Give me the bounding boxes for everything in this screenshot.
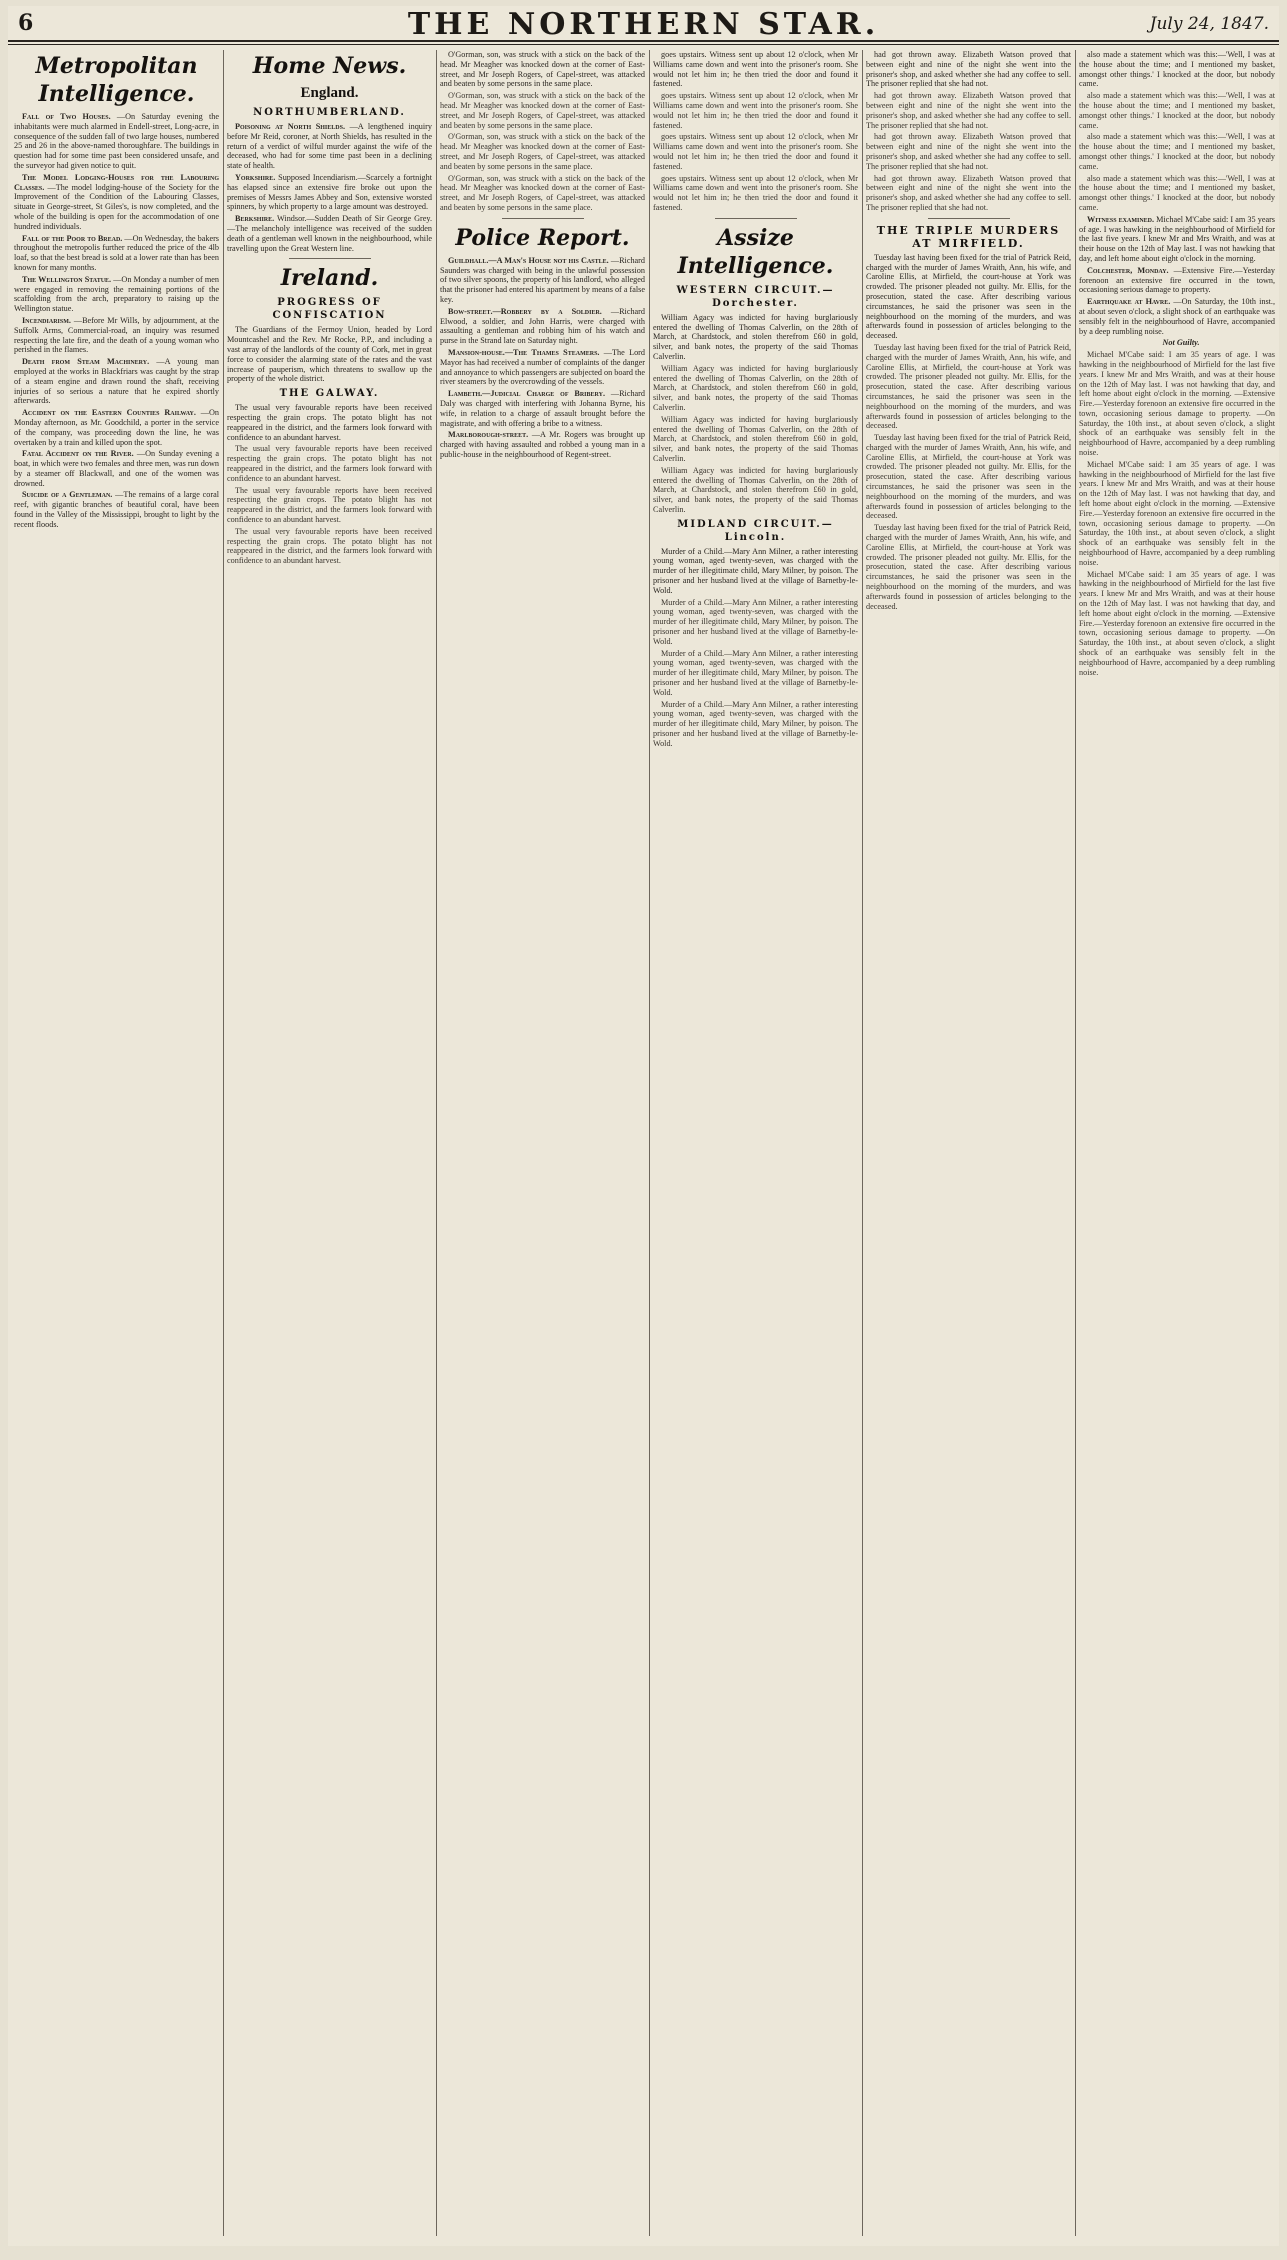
column-rule [649, 50, 650, 2236]
filler-text [653, 91, 858, 213]
article [14, 357, 219, 406]
article-headline: Incendiarism. [22, 315, 71, 325]
filler-text [866, 91, 1071, 213]
body-paragraph: The usual very favourable reports have been received respecting the grain crops. The potato blight has not reappeared in the district, and the farmers look forward with confidence to an abundant harvest. [227, 485, 432, 524]
article-text: —Before Mr Wills, by adjournment, at the Suffolk Arms, Commercial-road, an inquiry was resumed respecting the late fire, and the death of a young woman who perished in the flames. [14, 315, 219, 355]
article-text: —Richard Saunders was charged with being in the unlawful possession of two silver spoons, the property of his landlord, who alleged that the prisoner had entered his apartment by means of a false key. [440, 255, 645, 304]
body-paragraph: Murder of a Child.—Mary Ann Milner, a rather interesting young woman, aged twenty-seven, was charged with the murder of her illegitimate child, Mary Milner, by poison. The prisoner and her husband lived at the village of Barnetby-le-Wold. [653, 648, 858, 697]
article-text: —On Sunday evening a boat, in which were two females and three men, was run down by a steamer off Blackwall, and one of the women was drowned. [14, 449, 219, 488]
article-body: The Guardians of the Fermoy Union, headed by Lord Mountcashel and the Rev. Mr Rocke, P.P., and including a vast array of the landlords of the county of Cork, met in great force to consider the alarming state of the rates and the vast increase of pauperism, which threatens to swallow up the property of the whole district. [227, 325, 432, 384]
subsection-heading-england: England. [300, 85, 359, 101]
column-4 [653, 50, 858, 2236]
column-1 [14, 50, 219, 2236]
article-continuation: O'Gorman, son, was struck with a stick on the back of the head. Mr Meagher was knocked down at the corner of East-street, and Mr Joseph Rogers, of Capel-street, was attacked and beaten by some persons in the same place. [440, 50, 645, 89]
article-text: —Richard Elwood, a soldier, and John Harris, were charged with assaulting a gentleman and robbing him of his watch and purse in the Strand late on Saturday night. [440, 306, 645, 346]
filler-text [653, 598, 858, 749]
article-text: —The Lord Mayor has had received a number of complaints of the danger and annoyance to which passengers are subjected on board the river steamers by the overcrowding of the vessels. [440, 347, 645, 387]
article-list [440, 256, 645, 460]
article [14, 316, 219, 355]
body-paragraph: Tuesday last having been fixed for the trial of Patrick Reid, charged with the murder of James Wraith, Ann, his wife, and Caroline Ellis, at Mirfield, the court-house at York was crowded. The prisoner pleaded not guilty. Mr. Ellis, for the prosecution, stated the case. After describing various circumstances, he said the prisoner was seen in the neighbourhood on the morning of the murders, and was afterwards found in possession of articles belonging to the deceased. [866, 523, 1071, 611]
circuit-heading: MIDLAND CIRCUIT.—Lincoln. [677, 518, 834, 543]
column-3 [440, 50, 645, 2236]
article [14, 173, 219, 232]
body-paragraph: Michael M'Cabe said: I am 35 years of age. I was hawking in the neighbourhood of Mirfield for the last five years. I knew Mr and Mrs Wraith, and was at their house on the 12th of May last. I was not hawking that day, and left home about eight o'clock in the morning. —Extensive Fire.—Yesterday forenoon an extensive fire occurred in the town, occasioning serious damage to property. —On Saturday, the 10th inst., at about seven o'clock, a slight shock of an earthquake was sensibly felt in the neighbourhood of Havre, accompanied by a deep rumbling noise. [1079, 569, 1275, 677]
article-headline: Bow-street.—Robbery by a Soldier. [448, 306, 602, 316]
article-headline: Witness examined. [1087, 214, 1155, 224]
galway-subheading: THE GALWAY. [279, 388, 380, 400]
article-headline: Colchester, Monday. [1087, 265, 1169, 275]
article-body: Murder of a Child.—Mary Ann Milner, a rather interesting young woman, aged twenty-seven, was charged with the murder of her illegitimate child, Mary Milner, by poison. The prisoner and her husband lived at the village of Barnetby-le-Wold. [653, 546, 858, 595]
circuit-heading: WESTERN CIRCUIT.—Dorchester. [676, 284, 835, 309]
filler-text [1079, 91, 1275, 213]
body-paragraph: The usual very favourable reports have been received respecting the grain crops. The potato blight has not reappeared in the district, and the farmers look forward with confidence to an abundant harvest. [227, 526, 432, 566]
body-paragraph: goes upstairs. Witness sent up about 12 o'clock, when Mr Williams came down and went into the prisoner's room. She would not let him in; he then tried the door and found it fastened. [653, 132, 858, 171]
section-heading-police: Police Report. [455, 224, 630, 251]
article-text: —On Wednesday, the bakers throughout the metropolis further reduced the price of the 4lb loaf, so that the best bread is sold at a lower rate than has been known for many months. [14, 233, 219, 272]
section-heading-mirfield: THE TRIPLE MURDERS AT MIRFIELD. [876, 223, 1061, 250]
divider [715, 218, 797, 219]
masthead-rule [8, 44, 1279, 45]
filler-text [866, 343, 1071, 612]
verdict: Not Guilty. [1162, 338, 1200, 348]
article-text: —On Monday a number of men were engaged in removing the remaining portions of the scaffolding from the arch, preparatory to raising up the Wellington statue. [14, 274, 219, 314]
page-number: 6 [18, 10, 34, 36]
body-paragraph: had got thrown away. Elizabeth Watson proved that between eight and nine of the night she went into the prisoner's shop, and asked whether she had any coffee to sell. The prisoner replied that she had not. [866, 91, 1071, 130]
article [14, 490, 219, 529]
column-rule [436, 50, 437, 2236]
issue-date: July 24, 1847. [1149, 14, 1269, 34]
body-paragraph: also made a statement which was this:—'Well, I was at the house about the time; and I mentioned my basket, amongst other things.' I knocked at the door, but nobody came. [1079, 132, 1275, 171]
article-headline: Mansion-house.—The Thames Steamers. [448, 347, 600, 357]
body-paragraph: O'Gorman, son, was struck with a stick on the back of the head. Mr Meagher was knocked down at the corner of East-street, and Mr Joseph Rogers, of Capel-street, was attacked and beaten by some persons in the same place. [440, 132, 645, 171]
body-paragraph: had got thrown away. Elizabeth Watson proved that between eight and nine of the night she went into the prisoner's shop, and asked whether she had any coffee to sell. The prisoner replied that she had not. [866, 132, 1071, 171]
article-text: —The model lodging-house of the Society for the Improvement of the Condition of the Labouring Classes, situate in George-street, St Giles's, is now completed, and the whole of the building is open for the accommodation of one hundred individuals. [14, 182, 219, 231]
article [440, 430, 645, 459]
column-rule [223, 50, 224, 2236]
filler-text [227, 444, 432, 566]
column-6 [1079, 50, 1275, 2236]
article-text: —Extensive Fire.—Yesterday forenoon an extensive fire occurred in the town, occasioning serious damage to property. [1079, 265, 1275, 295]
body-paragraph: Murder of a Child.—Mary Ann Milner, a rather interesting young woman, aged twenty-seven, was charged with the murder of her illegitimate child, Mary Milner, by poison. The prisoner and her husband lived at the village of Barnetby-le-Wold. [653, 597, 858, 646]
body-paragraph: also made a statement which was this:—'Well, I was at the house about the time; and I mentioned my basket, amongst other things.' I knocked at the door, but nobody came. [1079, 91, 1275, 130]
article [14, 275, 219, 314]
article-body: William Agacy was indicted for having burglariously entered the dwelling of Thomas Calverlin, on the 28th of March, at Chardstock, and stolen therefrom £60 in gold, silver, and bank notes, the property of the said Thomas Calverlin. [653, 312, 858, 361]
article-text: —The remains of a large coral reef, with gigantic branches of beautiful coral, have been found in the Valley of the Mississippi, brought to light by the recent floods. [14, 490, 219, 529]
article [440, 389, 645, 428]
article-headline: Berkshire. [235, 214, 275, 224]
body-paragraph: goes upstairs. Witness sent up about 12 o'clock, when Mr Williams came down and went into the prisoner's room. She would not let him in; he then tried the door and found it fastened. [653, 173, 858, 212]
article-continuation: goes upstairs. Witness sent up about 12 o'clock, when Mr Williams came down and went into the prisoner's room. She would not let him in; he then tried the door and found it fastened. [653, 50, 858, 89]
article-text: Windsor.—Sudden Death of Sir George Grey.—The melancholy intelligence was received of the sudden death of a gentleman well known in the neighbourhood, while travelling upon the Great Western line. [227, 214, 432, 253]
article [227, 173, 432, 212]
article-list [227, 122, 432, 253]
article [1079, 297, 1275, 336]
article-text: —A young man employed at the works in Blackfriars was caught by the strap of a steam engine and drawn round the shaft, receiving injuries of so serious a nature that he expired shortly afterwards. [14, 357, 219, 406]
divider [289, 258, 371, 259]
article [1079, 215, 1275, 264]
article-headline: Guildhall.—A Man's House not his Castle. [448, 255, 609, 265]
article [440, 307, 645, 346]
article-text: —On Saturday, the 10th inst., at about seven o'clock, a slight shock of an earthquake was sensibly felt in the neighbourhood of Havre, accompanied by a deep rumbling noise. [1079, 297, 1275, 336]
newspaper-title: THE NORTHERN STAR. [407, 7, 880, 42]
divider [928, 218, 1010, 219]
article-list [1079, 215, 1275, 337]
body-paragraph: Tuesday last having been fixed for the trial of Patrick Reid, charged with the murder of James Wraith, Ann, his wife, and Caroline Ellis, at Mirfield, the court-house at York was crowded. The prisoner pleaded not guilty. Mr. Ellis, for the prosecution, stated the case. After describing various circumstances, he said the prisoner was seen in the neighbourhood on the morning of the murders, and was afterwards found in possession of articles belonging to the deceased. [866, 342, 1071, 431]
article-headline: The Model Lodging-Houses for the Labouring Classes. [14, 172, 219, 192]
article-text: —On Monday afternoon, as Mr. Goodchild, a porter in the service of the company, was proceeding down the line, he was overtaken by a train and killed upon the spot. [14, 408, 219, 447]
ireland-subheading: PROGRESS OF CONFISCATION [272, 297, 387, 322]
column-rule [862, 50, 863, 2236]
divider [502, 218, 584, 219]
article-headline: Yorkshire. [235, 172, 276, 182]
filler-text [440, 91, 645, 213]
body-paragraph: goes upstairs. Witness sent up about 12 o'clock, when Mr Williams came down and went into the prisoner's room. She would not let him in; he then tried the door and found it fastened. [653, 91, 858, 130]
body-paragraph: O'Gorman, son, was struck with a stick on the back of the head. Mr Meagher was knocked down at the corner of East-street, and Mr Joseph Rogers, of Capel-street, was attacked and beaten by some persons in the same place. [440, 91, 645, 130]
body-paragraph: Michael M'Cabe said: I am 35 years of age. I was hawking in the neighbourhood of Mirfield for the last five years. I knew Mr and Mrs Wraith, and was at their house on the 12th of May last. I was not hawking that day, and left home about eight o'clock in the morning. —Extensive Fire.—Yesterday forenoon an extensive fire occurred in the town, occasioning serious damage to property. —On Saturday, the 10th inst., at about seven o'clock, a slight shock of an earthquake was sensibly felt in the neighbourhood of Havre, accompanied by a deep rumbling noise. [1079, 350, 1275, 458]
body-paragraph: William Agacy was indicted for having burglariously entered the dwelling of Thomas Calverlin, on the 28th of March, at Chardstock, and stolen therefrom £60 in gold, silver, and bank notes, the property of the said Thomas Calverlin. [653, 414, 858, 463]
section-heading-ireland: Ireland. [280, 265, 379, 292]
section-heading-home-news: Home News. [252, 53, 407, 79]
article-headline: Death from Steam Machinery. [22, 357, 150, 367]
section-heading-assize: Assize Intelligence. [677, 224, 834, 279]
body-paragraph: William Agacy was indicted for having burglariously entered the dwelling of Thomas Calverlin, on the 28th of March, at Chardstock, and stolen therefrom £60 in gold, silver, and bank notes, the property of the said Thomas Calverlin. [653, 465, 858, 514]
article [440, 256, 645, 305]
article-text: Supposed Incendiarism.—Scarcely a fortnight has elapsed since an extensive fire broke out upon the premises of Messrs James Abbey and Son, extensive worsted spinners, by which property to a large amount was destroyed. [227, 172, 432, 212]
article [1079, 266, 1275, 295]
article [14, 112, 219, 171]
body-paragraph: had got thrown away. Elizabeth Watson proved that between eight and nine of the night she went into the prisoner's shop, and asked whether she had any coffee to sell. The prisoner replied that she had not. [866, 173, 1071, 212]
column-rule [1075, 50, 1076, 2236]
body-paragraph: William Agacy was indicted for having burglariously entered the dwelling of Thomas Calverlin, on the 28th of March, at Chardstock, and stolen therefrom £60 in gold, silver, and bank notes, the property of the said Thomas Calverlin. [653, 363, 858, 412]
article-text: —A lengthened inquiry before Mr Reid, coroner, at North Shields, has resulted in the return of a verdict of wilful murder against the wife of the deceased, who had for some time past been in a declining state of health. [227, 122, 432, 171]
article-headline: Suicide of a Gentleman. [22, 490, 113, 500]
article-text: Michael M'Cabe said: I am 35 years of age. I was hawking in the neighbourhood of Mirfield for the last five years. I knew Mr and Mrs Wraith, and was at their house on the 12th of May last. I was not hawking that day, and left home about eight o'clock in the morning. [1079, 214, 1275, 263]
filler-text [653, 364, 858, 515]
article-body: The usual very favourable reports have been received respecting the grain crops. The potato blight has not reappeared in the district, and the farmers look forward with confidence to an abundant harvest. [227, 403, 432, 442]
article-text: —A Mr. Rogers was brought up charged with having assaulted and robbed a young man in a public-house in the neighbourhood of Regent-street. [440, 430, 645, 459]
article-headline: Accident on the Eastern Counties Railway. [22, 408, 196, 418]
filler-text [1079, 350, 1275, 677]
article-headline: Lambeth.—Judicial Charge of Bribery. [448, 389, 606, 399]
article-headline: Marlborough-street. [448, 430, 529, 440]
article-continuation: had got thrown away. Elizabeth Watson proved that between eight and nine of the night she went into the prisoner's shop, and asked whether she had any coffee to sell. The prisoner replied that she had not. [866, 50, 1071, 89]
article [14, 449, 219, 488]
article [440, 348, 645, 387]
column-5 [866, 50, 1071, 2236]
article-headline: Earthquake at Havre. [1087, 297, 1171, 307]
body-paragraph: Murder of a Child.—Mary Ann Milner, a rather interesting young woman, aged twenty-seven, was charged with the murder of her illegitimate child, Mary Milner, by poison. The prisoner and her husband lived at the village of Barnetby-le-Wold. [653, 699, 858, 748]
column-2 [227, 50, 432, 2236]
article-text: —On Saturday evening the inhabitants were much alarmed in Endell-street, Long-acre, in consequence of the sudden fall of two large houses, numbered 25 and 26 in the above-named thoroughfare. The buildings in question had for some time past been considered unsafe, and the surveyor had given notice to quit. [14, 112, 219, 170]
county-heading: NORTHUMBERLAND. [253, 107, 406, 118]
body-paragraph: The usual very favourable reports have been received respecting the grain crops. The potato blight has not reappeared in the district, and the farmers look forward with confidence to an abundant harvest. [227, 444, 432, 483]
article-headline: The Wellington Statue. [22, 274, 112, 284]
article-text: —Richard Daly was charged with interfering with Johanna Byrne, his wife, in relation to a charge of assault brought before the magistrate, and with offering a bribe to a witness. [440, 389, 645, 428]
article-continuation: also made a statement which was this:—'Well, I was at the house about the time; and I mentioned my basket, amongst other things.' I knocked at the door, but nobody came. [1079, 50, 1275, 89]
article-headline: Poisoning at North Shields. [235, 122, 345, 131]
section-heading-metropolitan: Metropolitan Intelligence. [35, 53, 198, 107]
body-paragraph: Michael M'Cabe said: I am 35 years of age. I was hawking in the neighbourhood of Mirfield for the last five years. I knew Mr and Mrs Wraith, and was at their house on the 12th of May last. I was not hawking that day, and left home about eight o'clock in the morning. —Extensive Fire.—Yesterday forenoon an extensive fire occurred in the town, occasioning serious damage to property. —On Saturday, the 10th inst., at about seven o'clock, a slight shock of an earthquake was sensibly felt in the neighbourhood of Havre, accompanied by a deep rumbling noise. [1079, 459, 1275, 567]
article [227, 122, 432, 171]
article-headline: Fall of Two Houses. [22, 112, 111, 121]
article [14, 234, 219, 273]
newspaper-page [8, 6, 1279, 2246]
article [14, 408, 219, 447]
article-headline: Fatal Accident on the River. [22, 449, 134, 459]
article-list [14, 112, 219, 530]
article-headline: Fall of the Poor to Bread. [22, 233, 123, 243]
article [227, 214, 432, 253]
article-body: Tuesday last having been fixed for the trial of Patrick Reid, charged with the murder of James Wraith, Ann, his wife, and Caroline Ellis, at Mirfield, the court-house at York was crowded. The prisoner pleaded not guilty. Mr. Ellis, for the prosecution, stated the case. After describing various circumstances, he said the prisoner was seen in the neighbourhood on the morning of the murders, and was afterwards found in possession of articles belonging to the deceased. [866, 252, 1071, 341]
masthead [8, 6, 1279, 42]
body-paragraph: O'Gorman, son, was struck with a stick on the back of the head. Mr Meagher was knocked down at the corner of East-street, and Mr Joseph Rogers, of Capel-street, was attacked and beaten by some persons in the same place. [440, 173, 645, 212]
body-paragraph: Tuesday last having been fixed for the trial of Patrick Reid, charged with the murder of James Wraith, Ann, his wife, and Caroline Ellis, at Mirfield, the court-house at York was crowded. The prisoner pleaded not guilty. Mr. Ellis, for the prosecution, stated the case. After describing various circumstances, he said the prisoner was seen in the neighbourhood on the morning of the murders, and was afterwards found in possession of articles belonging to the deceased. [866, 433, 1071, 521]
body-paragraph: also made a statement which was this:—'Well, I was at the house about the time; and I mentioned my basket, amongst other things.' I knocked at the door, but nobody came. [1079, 173, 1275, 212]
